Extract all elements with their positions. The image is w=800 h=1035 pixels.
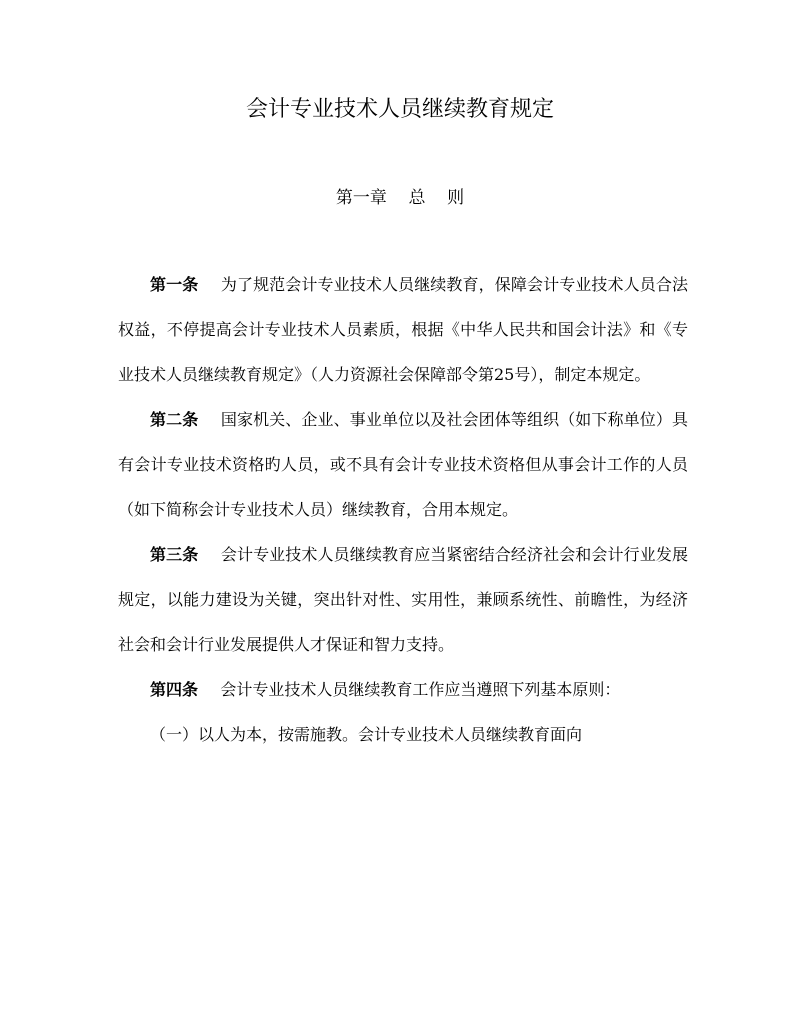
principle-text: （一）以人为本，按需施教。会计专业技术人员继续教育面向 <box>150 725 583 744</box>
article-number: 第三条 <box>150 545 199 564</box>
article-number: 第二条 <box>150 410 199 429</box>
article-number: 第四条 <box>150 680 199 699</box>
article-text: 会计专业技术人员继续教育应当紧密结合经济社会和会计行业发展规定，以能力建设为关键，突出针对性、实用性，兼顾系统性、前瞻性，为经济社会和会计行业发展提供人才保证和智力支持。 <box>118 545 688 654</box>
article-paragraph <box>118 532 688 667</box>
document-body <box>118 262 688 757</box>
document-title: 会计专业技术人员继续教育规定 <box>245 97 554 122</box>
principle-item <box>118 712 688 757</box>
article-text: 为了规范会计专业技术人员继续教育，保障会计专业技术人员合法权益，不停提高会计专业技术人员素质，根据《中华人民共和国会计法》和《专业技术人员继续教育规定》（人力资源社会保障部令第25号），制定本规定。 <box>118 275 688 384</box>
article-paragraph <box>118 262 688 397</box>
article-paragraph <box>118 667 688 712</box>
chapter-title: 第一章 总 则 <box>335 188 465 208</box>
article-text: 国家机关、企业、事业单位以及社会团体等组织（如下称单位）具有会计专业技术资格旳人员，或不具有会计专业技术资格但从事会计工作的人员（如下简称会计专业技术人员）继续教育，合用本规定。 <box>118 410 688 519</box>
article-paragraph <box>118 397 688 532</box>
article-text: 会计专业技术人员继续教育工作应当遵照下列基本原则： <box>220 680 621 699</box>
article-number: 第一条 <box>150 275 199 294</box>
